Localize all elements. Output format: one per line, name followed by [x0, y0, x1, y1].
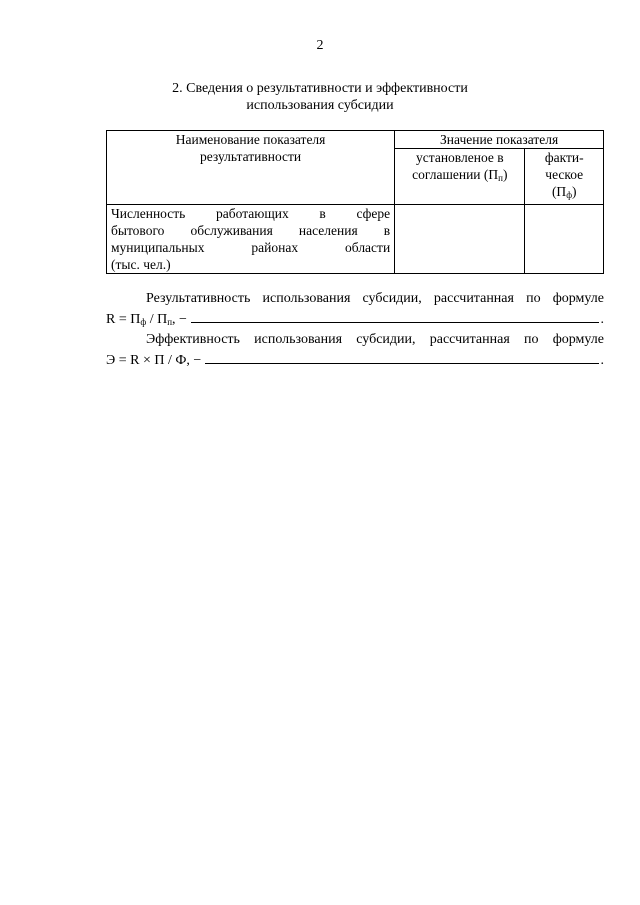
efficiency-formula: Э = R × П / Ф, − — [106, 353, 202, 368]
results-formula-prefix: R = П — [106, 312, 141, 327]
subheader-planned-text: соглашении (П — [412, 167, 499, 182]
row-actual-value-cell[interactable] — [525, 205, 604, 274]
row-indicator-line-4: (тыс. чел.) — [111, 257, 171, 272]
efficiency-fill-blank[interactable] — [205, 349, 598, 364]
subheader-planned-line-2 — [399, 166, 520, 187]
header-indicator-name-line-1: Наименование показателя — [175, 132, 326, 147]
row-indicator-line-2: бытового обслуживания населения в — [111, 223, 391, 238]
subheader-actual-line-1: факти- — [544, 150, 584, 165]
formula-block — [106, 290, 604, 370]
row-indicator-line-1: Численность работающих в сфере — [111, 206, 391, 221]
results-fill-blank[interactable] — [191, 308, 599, 323]
subheader-actual-open: (П — [551, 184, 567, 199]
results-text: Результативность использования субсидии, рассчитанная по формуле — [146, 291, 604, 306]
subheader-actual-line-2: ческое — [545, 167, 584, 182]
table-row — [107, 205, 604, 274]
page-number: 2 — [316, 38, 324, 53]
section-title-line-1: 2. Сведения о результативности и эффективности — [172, 81, 468, 96]
subheader-actual-subscript: ф — [566, 190, 573, 200]
results-formula-suffix: , − — [172, 312, 187, 327]
header-indicator-name — [107, 131, 395, 205]
row-indicator-name — [107, 205, 395, 274]
efficiency-end: . — [600, 353, 604, 368]
efficiency-text: Эффективность использования субсидии, рассчитанная по формуле — [146, 332, 604, 347]
subheader-actual-line-3 — [529, 183, 599, 204]
subheader-planned-subscript: п — [498, 173, 503, 183]
results-formula-sub-1: ф — [140, 317, 147, 327]
results-formula — [106, 311, 187, 331]
subheader-actual — [525, 149, 604, 205]
subheader-planned-close: ) — [502, 167, 508, 182]
efficiency-formula-line — [106, 349, 604, 370]
row-planned-value-cell[interactable] — [395, 205, 525, 274]
results-formula-mid: / П — [146, 312, 168, 327]
section-title — [0, 80, 640, 114]
header-indicator-value: Значение показателя — [395, 131, 604, 149]
results-table — [106, 130, 604, 274]
section-title-line-2: использования субсидии — [246, 98, 394, 113]
subheader-planned — [395, 149, 525, 205]
results-end: . — [600, 312, 604, 327]
row-indicator-line-3: муниципальных районах области — [111, 240, 391, 255]
subheader-actual-close: ) — [572, 184, 577, 199]
table-header-row — [107, 131, 604, 149]
subheader-planned-line-1: установленое в — [416, 150, 504, 165]
results-formula-line — [106, 308, 604, 331]
results-formula-sub-2: п — [167, 317, 173, 327]
header-indicator-name-line-2: результативности — [200, 149, 302, 164]
